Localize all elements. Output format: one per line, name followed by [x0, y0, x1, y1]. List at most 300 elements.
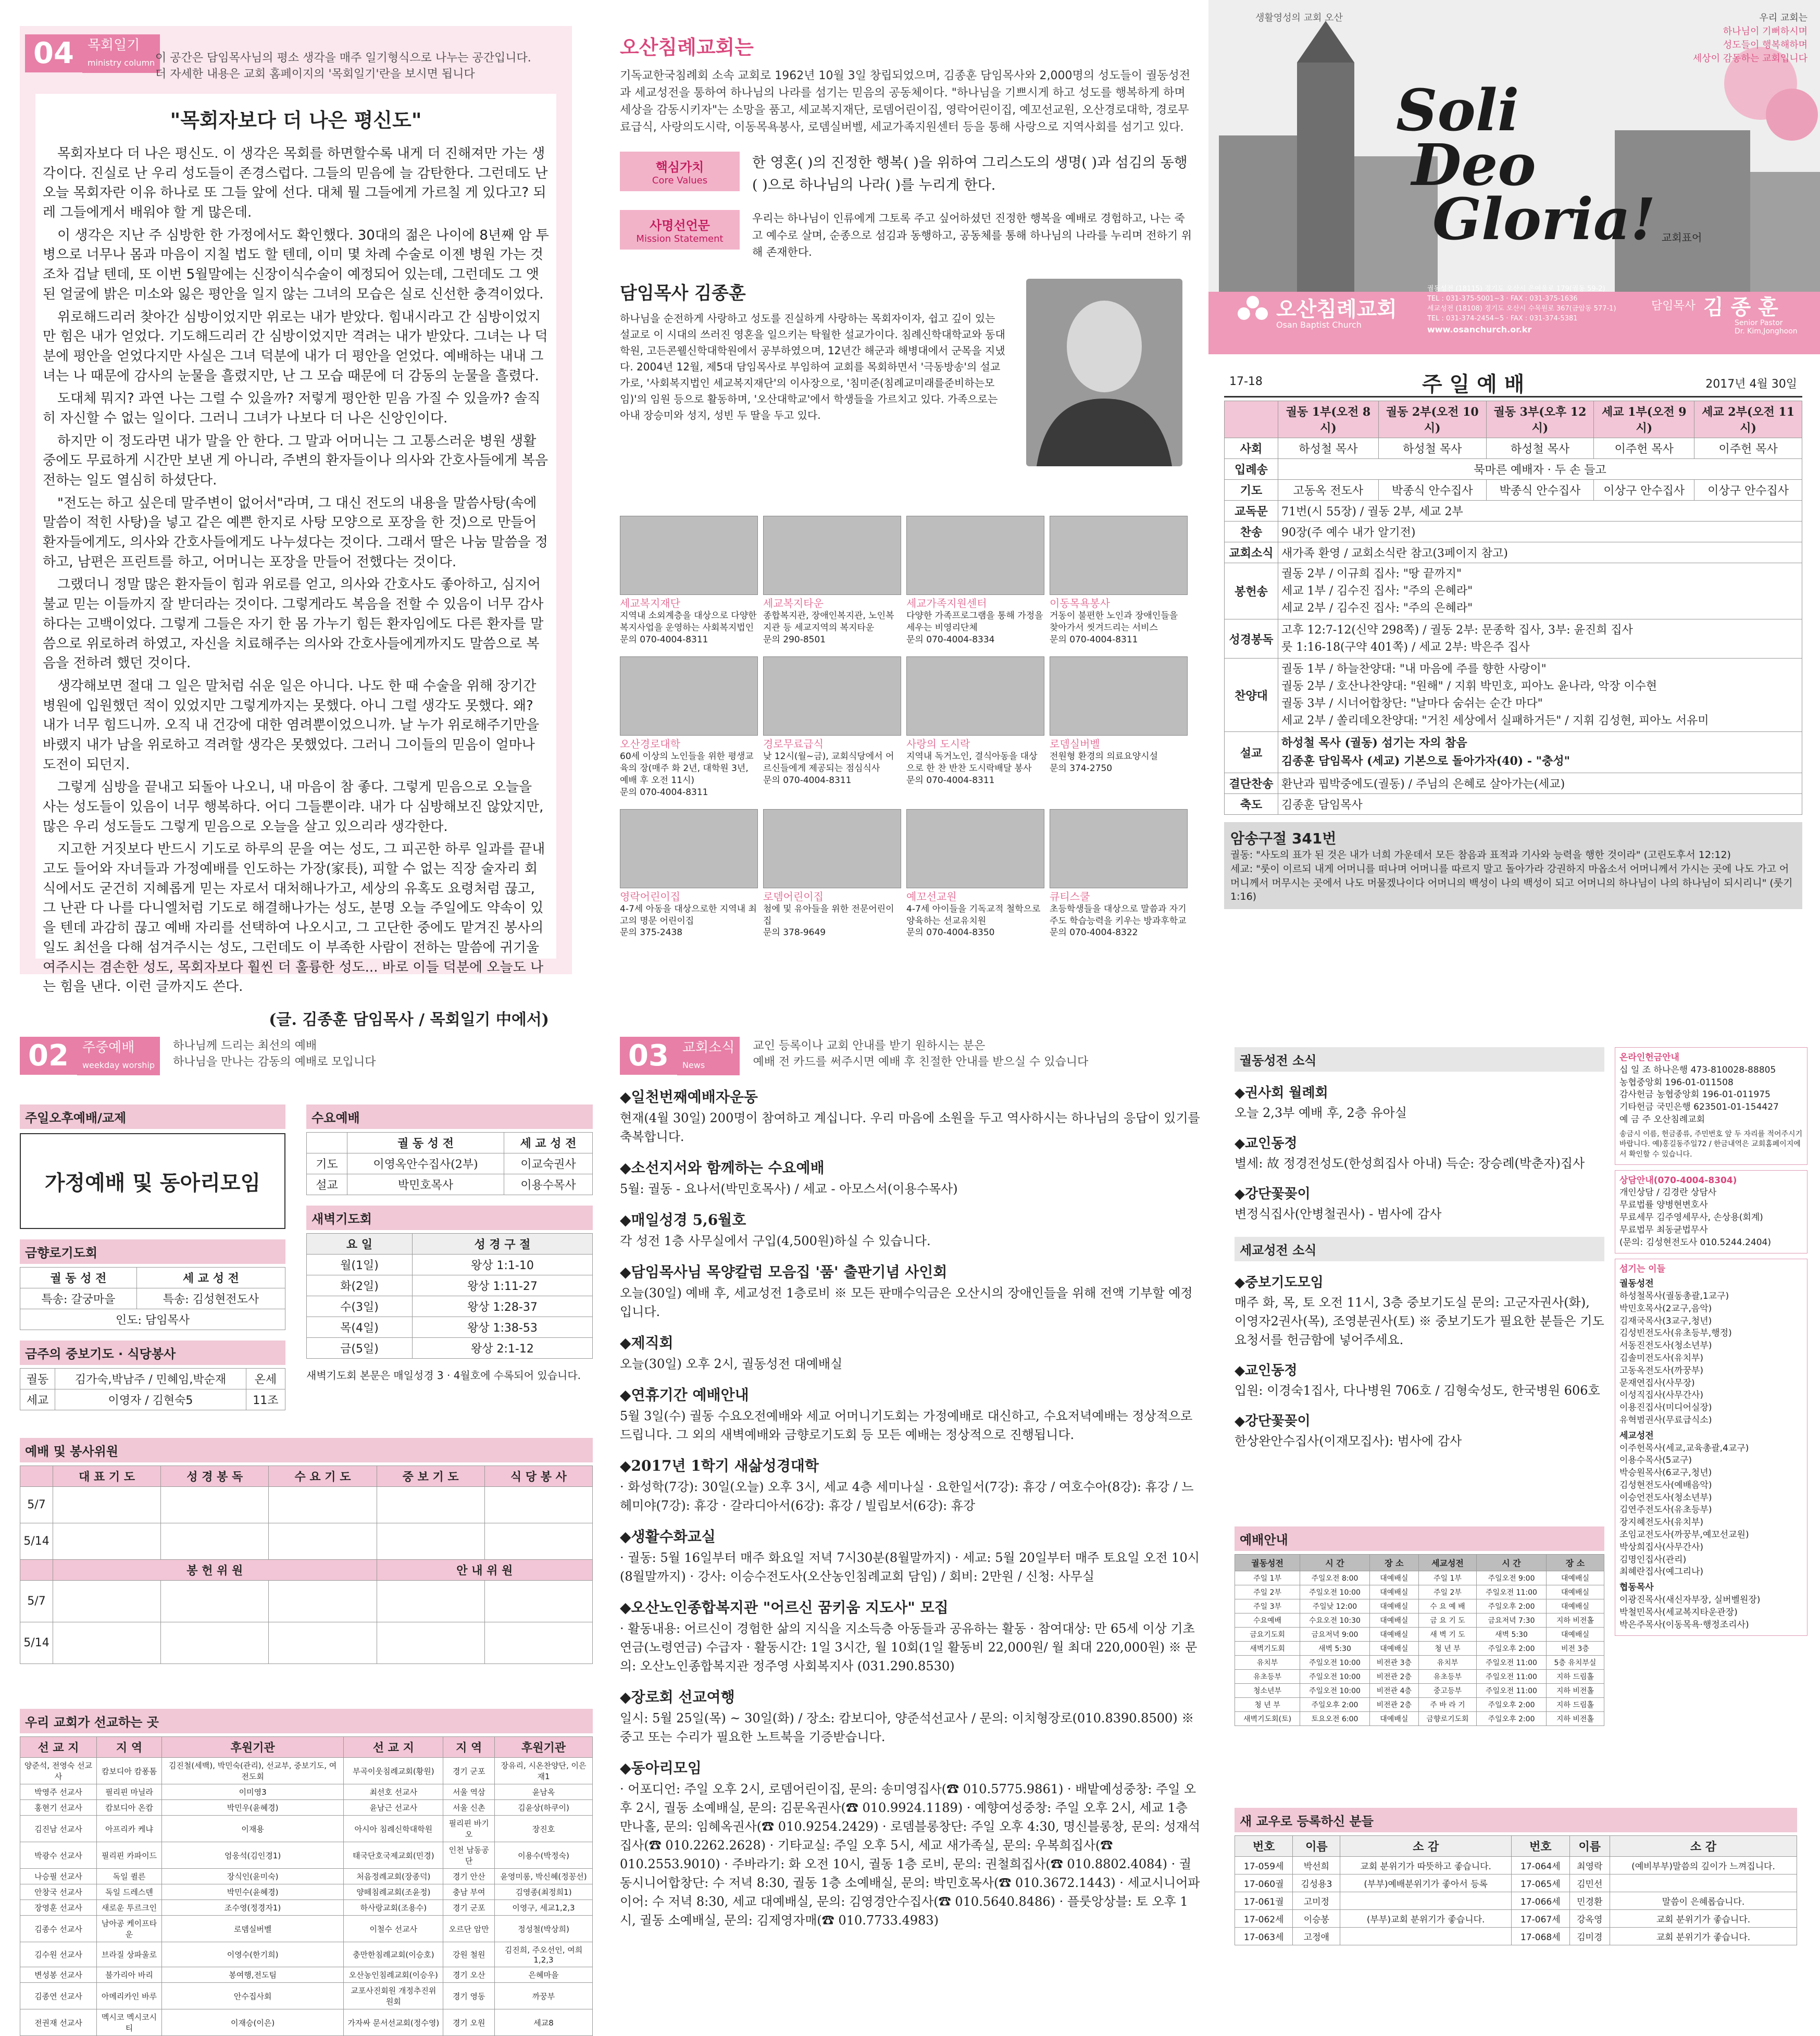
- ministry-card: [620, 809, 758, 939]
- cell: 이용수목사: [504, 1174, 592, 1195]
- cell-line: 궐동 3부 / 시너어합창단: "날마다 숨쉬는 순간 마다": [1281, 697, 1543, 710]
- cell: [1610, 1874, 1797, 1892]
- cell: 대예배실: [1369, 1613, 1418, 1628]
- col-header: 후원기관: [494, 1737, 592, 1758]
- cell: 고동옥 전도사: [1278, 480, 1379, 501]
- ministry-photo: [906, 809, 1044, 888]
- col-header: 세교 1부(오전 9시): [1594, 401, 1694, 438]
- counsel-line: 무료세무 김주영세무사, 손상용(회계): [1619, 1212, 1763, 1223]
- staff-member: 이용수목사(5교구): [1619, 1455, 1692, 1466]
- cell-line: 세교 1부 / 김수진 집사: "주의 은혜라": [1281, 585, 1473, 598]
- cell: 서울 신촌: [443, 1800, 495, 1816]
- column-body: [35, 94, 556, 1029]
- cell: 하성철 목사: [1378, 438, 1486, 459]
- page-header: [620, 1037, 1203, 1075]
- memory-title: 암송구절 341번: [1230, 830, 1337, 848]
- cell: 목(4일): [307, 1317, 413, 1338]
- cover-motto-latin: [1396, 77, 1656, 253]
- section-heading: 새 교우로 등록하신 분들: [1235, 1808, 1797, 1832]
- news-text: 한상완안수집사(이재모집사): 범사에 감사: [1235, 1434, 1462, 1448]
- page-header: [20, 1037, 593, 1075]
- bank-line: 예 금 주 오산침례교회: [1619, 1114, 1705, 1125]
- cell: 교회 분위기가 좋습니다.: [1610, 1910, 1797, 1928]
- worship-row: [1225, 773, 1802, 794]
- sunday-title: 가정예배 및 동아리모임: [20, 1133, 285, 1229]
- cell: 김종연 선교사: [20, 1983, 97, 2009]
- cell: 17-064세: [1512, 1857, 1569, 1874]
- cell: 교회 분위기가 좋습니다.: [1610, 1928, 1797, 1945]
- column-paragraph: 그렇게 심방을 끝내고 되돌아 나오니, 내 마음이 참 좋다. 그렇게 믿음으로 오늘을 사는 성도들이 있음이 너무 행복하다. 어디 그들뿐이랴. 내가 다 심방해보진 않았지만, 많은 우리 성도들도 그렇게 믿음으로 오늘을 살고 있으리라 생각한다.: [43, 779, 544, 835]
- cell: 주일오전 10:00: [1300, 1585, 1370, 1599]
- website-link[interactable]: www.osanchurch.or.kr: [1427, 325, 1532, 335]
- cell: 박선희: [1293, 1857, 1340, 1874]
- ministry-desc: 종합복지관, 장애인복지관, 노인복지관 등 세교지역의 복지타운: [763, 611, 894, 633]
- col-header: 성 경 구 절: [412, 1234, 592, 1255]
- cell: 민경환: [1569, 1892, 1610, 1910]
- newcomer-row: [1235, 1910, 1797, 1928]
- service-table: [20, 1466, 593, 1664]
- worship-row: [1225, 438, 1802, 459]
- cell: 봉여행,전도팀: [162, 1967, 344, 1983]
- ministry-desc: 전원형 환경의 의료요양시설: [1050, 751, 1158, 762]
- cell: 주일오전 10:00: [1300, 1684, 1370, 1698]
- cell: 강원 철원: [443, 1942, 495, 1967]
- friday-table: [20, 1267, 285, 1330]
- mission-row: [20, 1967, 593, 1983]
- wednesday-service: [306, 1104, 593, 1382]
- cell: 유초등부: [1418, 1670, 1476, 1684]
- cell: 주일 1부: [1418, 1571, 1476, 1585]
- section-label: 주중예배: [82, 1040, 135, 1056]
- cell: 지하 비전홀: [1546, 1712, 1604, 1726]
- ministry-card: [620, 656, 758, 799]
- cell: 변성봉 선교사: [20, 1967, 97, 1983]
- pastor-photo: [1026, 279, 1182, 466]
- section-heading: 우리 교회가 선교하는 곳: [20, 1709, 593, 1733]
- column-paragraph: "전도는 하고 싶은데 말주변이 없어서"라며, 그 대신 전도의 내용을 말씀사탕(속에 말씀이 적힌 사탕)을 넣고 같은 예쁜 한지로 사탕 모양으로 포장을 한 것)으로 만들어 환자들에게도, 의사와 간호사들에게도 나누셨다는 것이다. 그래서 딸은 나눔 말씀을 정하고, 남편은 프린트를 하고, 어머니는 포장을 만들어 전했다는 것이다.: [43, 495, 548, 570]
- cell: 김종훈 담임목사: [1278, 794, 1802, 815]
- cell: 주일오후 2:00: [1300, 1698, 1370, 1712]
- cell: 이용수(박정숙): [494, 1842, 592, 1869]
- news-text: · 화성학(7강): 30일(오늘) 오후 3시, 세교 4층 세미나실 · 요한일서(7강): 휴강 / 여호수아(8강): 휴강 / 느헤미야(7강): 휴강 · 갈라디아서(6강): 휴강 / 빌립보서(6강): 휴강: [620, 1480, 1194, 1513]
- cover-small-title: 생활영성의 교회 오산: [1255, 13, 1343, 23]
- online-offering: [1615, 1047, 1807, 1165]
- cell: 묵마른 예배자 · 두 손 들고: [1278, 459, 1802, 480]
- cell: 이상구 안수집사: [1594, 480, 1694, 501]
- cell: 충남 부여: [443, 1884, 495, 1900]
- cell: 오르단 암만: [443, 1916, 495, 1942]
- page-header: [25, 34, 160, 73]
- cell: 대예배실: [1546, 1628, 1604, 1642]
- col-header: 이름: [1569, 1836, 1610, 1857]
- news-text: 5월 3일(수) 궐동 수요오전예배와 세교 어머니기도회는 가정예배로 대신하고, 수요저녁예배는 정상적으로 드립니다. 그 외의 새벽예배와 금향로기도회 등 모든 예배는 정상적으로 진행됩니다.: [620, 1409, 1193, 1443]
- counsel-heading: 상담안내(070-4004-8304): [1619, 1175, 1737, 1186]
- cell: 말씀이 은혜롭습니다.: [1610, 1892, 1797, 1910]
- column-paragraph: 생각해보면 절대 그 일은 말처럼 쉬운 일은 아니다. 나도 한 때 수술을 위해 장기간 병원에 입원했던 적이 있었지만 그렇게까지는 못했다. 아니 그럴 생각도 못했다. 왜? 내가 너무 힘드니까. 오직 내 건강에 대한 염려뿐이었으니까. 날 누가 위로해주기만을 바랬지 내가 남을 위로하고 격려할 생각은 못했었다. 그러니 그이들의 믿음이 얼마나 도전이 되던지.: [43, 678, 540, 773]
- cell: 주일 3부: [1235, 1599, 1300, 1613]
- news-heading: ◆교인동정: [1235, 1363, 1298, 1379]
- staff-member: 문재연집사(사무장): [1619, 1377, 1695, 1388]
- news-heading: ◆일천번째예배자운동: [620, 1088, 758, 1106]
- cell: 수 요 예 배: [1418, 1599, 1476, 1613]
- cell: (부부)예배분위기가 좋아서 등록: [1340, 1874, 1512, 1892]
- cell: 이주헌 목사: [1694, 438, 1802, 459]
- issue-number: 17-18: [1229, 375, 1263, 388]
- col-header: 궐동 1부(오전 8시): [1278, 401, 1379, 438]
- staff-member: 장지혜전도사(유치부): [1619, 1517, 1704, 1528]
- newcomers: [1235, 1808, 1797, 1945]
- mission-label: 사명선언문: [650, 218, 710, 233]
- col-header: 세 교 성 전: [504, 1133, 592, 1153]
- cell: 주일 1부: [1235, 1571, 1300, 1585]
- cell: 17-060궐: [1235, 1874, 1293, 1892]
- sunday-afternoon: [20, 1104, 285, 1410]
- cell: 엄웅석(김인경1): [162, 1842, 344, 1869]
- cell: 김진희, 주오선인, 여희1,2,3: [494, 1942, 592, 1967]
- ministry-card: [763, 656, 901, 799]
- worship-header: [1224, 365, 1802, 398]
- core-values: [620, 152, 1193, 196]
- cell: 박민호목사: [347, 1174, 504, 1195]
- col-header: 대 표 기 도: [53, 1466, 161, 1487]
- column-paragraph: 그랬더니 정말 많은 환자들이 힘과 위로를 얻고, 의사와 간호사도 좋아하고, 심지어 불교 믿는 이들까지 잘 받더라는 것이다. 그렇게라도 복음을 전할 수 있음이 너무 감사하다는 고백이었다. 그렇게 그들은 자기 한 몸 가누기 힘든 환자임에도 다른 환자를 말씀으로 위로하려 하였고, 자신을 치료해주는 의사와 간호사들에게까지도 말씀으로 복음을 전하려 했던 것이다.: [43, 577, 544, 672]
- cell: 이상구 안수집사: [1694, 480, 1802, 501]
- schedule-row: [1235, 1642, 1604, 1656]
- news-text: 현재(4월 30일) 200명이 참여하고 계십니다. 우리 마음에 소원을 두고 역사하시는 하나님의 응답이 있기를 축복합니다.: [620, 1111, 1200, 1145]
- col-header: 장 소: [1546, 1555, 1604, 1571]
- cell: [1340, 1928, 1512, 1945]
- mission-row: [20, 1942, 593, 1967]
- section-label: 목회일기: [87, 38, 140, 53]
- cell: 오산농인침례교회(이승우): [344, 1967, 443, 1983]
- cell: 90장(주 예수 내가 알기전): [1278, 522, 1802, 542]
- section-heading: 궐동성전 소식: [1235, 1047, 1604, 1072]
- bank-line: 십 일 조 하나은행 473-810028-88805: [1619, 1064, 1776, 1075]
- row-label: 찬양대: [1225, 659, 1278, 732]
- cell: 금요저녁 9:00: [1300, 1628, 1370, 1642]
- mission-row: [20, 1884, 593, 1900]
- news-text: 일시: 5월 25일(목) ~ 30일(화) / 장소: 캄보디아, 양준석선교사 / 문의: 이치형장로(010.8390.8500) ※ 중고 또는 수리가 필요한 노트북을 기증받습니다.: [620, 1711, 1194, 1745]
- ministry-tel: 문의 290-8501: [763, 634, 826, 645]
- ministry-desc: 지역내 소외계층을 대상으로 다양한 복지사업을 운영하는 사회복지법인: [620, 611, 757, 633]
- cell: 왕상 1:1-10: [412, 1255, 592, 1275]
- col-header: 선 교 지: [20, 1737, 97, 1758]
- cell: 왕상 2:1-12: [412, 1338, 592, 1359]
- worship-row: [1225, 522, 1802, 542]
- cell: 태국단호국제교회(민경): [344, 1842, 443, 1869]
- section-label: 교회소식: [682, 1040, 735, 1056]
- cell: 17-059세: [1235, 1857, 1293, 1874]
- cell: 17-065세: [1512, 1874, 1569, 1892]
- cell: 온세: [246, 1369, 285, 1389]
- cell: 17-063세: [1235, 1928, 1293, 1945]
- cell: 주일오후 2:00: [1477, 1599, 1547, 1613]
- cell: 이영수(한기희): [162, 1942, 344, 1967]
- cell: 이영자 / 김현숙5: [55, 1389, 246, 1410]
- staff-heading: 섬기는 이들: [1619, 1264, 1666, 1275]
- ministry-name: 예꼬선교원: [906, 890, 957, 903]
- worship-row: [1225, 794, 1802, 815]
- cell: 윤남근 선교사: [344, 1800, 443, 1816]
- cell: 비전관 4층: [1369, 1684, 1418, 1698]
- cell: 독일 퀼른: [96, 1869, 161, 1884]
- cell: 고정애: [1293, 1928, 1340, 1945]
- cell: 주 바 라 기: [1418, 1698, 1476, 1712]
- staff-member: 박은주목사(이동목욕·행정조리사): [1619, 1619, 1749, 1630]
- section-heading: 수요예배: [306, 1104, 593, 1129]
- news-text: 변정식집사(안병철권사) - 범사에 감사: [1235, 1207, 1442, 1221]
- news-text: 오늘(30일) 예배 후, 세교성전 1층로비 ※ 모든 판매수익금은 오산시의 장애인들을 위해 전액 기부할 예정입니다.: [620, 1286, 1193, 1320]
- staff-member: 이승언전도사(청소년부): [1619, 1492, 1712, 1503]
- col-header: 세 교 성 전: [136, 1268, 285, 1288]
- staff: [1615, 1259, 1807, 1636]
- address-line: TEL : 031-375-5001~3 · FAX : 031-375-1636: [1427, 294, 1578, 303]
- cell: 수(3일): [307, 1296, 413, 1317]
- staff-member: 김명인집사(관리): [1619, 1554, 1687, 1565]
- column-paragraph: 도대체 뭐지? 과연 나는 그럴 수 있을까? 저렇게 평안한 믿음 가질 수 있을까? 솔직히 자신할 수 없는 일이다. 그러니 그녀가 나보다 더 나은 신앙인이다.: [43, 391, 541, 426]
- cell: 박광수 선교사: [20, 1842, 97, 1869]
- news-heading: ◆교인동정: [1235, 1136, 1298, 1151]
- cell: 주일 2부: [1235, 1585, 1300, 1599]
- col-header: 장 소: [1369, 1555, 1418, 1571]
- news-heading: ◆2017년 1학기 새삶성경대학: [620, 1457, 819, 1475]
- ministry-desc: 4-7세 아이들을 기독교적 철학으로 양육하는 선교유치원: [906, 903, 1041, 926]
- cover-page: [1208, 0, 1820, 354]
- cell: 캄보디아 온캄: [96, 1800, 161, 1816]
- cell: 대예배실: [1369, 1599, 1418, 1613]
- pastor-en-line: Senior Pastor: [1735, 319, 1783, 327]
- news-text: 5월: 궐동 - 요나서(박민호목사) / 세교 - 아모스서(이용수목사): [620, 1182, 958, 1197]
- header-desc-1: 이 공간은 담임목사님의 평소 생각을 매주 일기형식으로 나누는 공간입니다.: [155, 52, 531, 65]
- cell: 새 벽 기 도: [1418, 1628, 1476, 1642]
- cell: 윤남옥: [494, 1784, 592, 1800]
- cell: 박민우(윤혜경): [162, 1800, 344, 1816]
- news-heading: ◆생활수화교실: [620, 1528, 716, 1546]
- pastor-title: 담임목사 김종훈: [620, 283, 746, 304]
- schedule-row: [1235, 1599, 1604, 1613]
- cell: 71번(시 55장) / 궐동 2부, 세교 2부: [1278, 501, 1802, 522]
- cell: 이철수 선교사: [344, 1916, 443, 1942]
- cell: 유치부: [1235, 1656, 1300, 1670]
- cell-line: 세교 2부 / 쏠리데오찬양대: "거친 세상에서 실패하거든" / 지휘 김성현, 피아노 서유미: [1281, 714, 1709, 727]
- worship-row: [1225, 542, 1802, 563]
- cell: 대예배실: [1369, 1712, 1418, 1726]
- cell: 주일오전 11:00: [1477, 1585, 1547, 1599]
- cell: 서울 역삼: [443, 1784, 495, 1800]
- column-paragraph: 하지만 이 정도라면 내가 말을 안 한다. 그 말과 어머니는 그 고통스러운 병원 생활 중에도 무료하게 시간만 보낸 게 아니라, 주변의 환자들이나 의사와 간호사들에게 복음 전하는 일도 열심히 하셨단다.: [43, 433, 548, 488]
- page-number: 02: [20, 1037, 77, 1075]
- cell: 이재용: [162, 1816, 344, 1842]
- newcomer-row: [1235, 1857, 1797, 1874]
- staff-member: 박승원목사(6교구,청년): [1619, 1468, 1712, 1479]
- counsel-line: 무료법률 양병현변호사: [1619, 1200, 1708, 1211]
- col-header: 궐동 2부(오전 10시): [1378, 401, 1486, 438]
- schedule-row: [1235, 1712, 1604, 1726]
- mission-row: [20, 1983, 593, 2009]
- column-title: "목회자보다 더 나은 평신도": [170, 108, 422, 132]
- cell: 수요예배: [1235, 1613, 1300, 1628]
- cell: 지하 비전홀: [1546, 1684, 1604, 1698]
- dinner-table: [20, 1368, 285, 1410]
- row-label: 기도: [1225, 480, 1278, 501]
- newcomers-table: [1235, 1835, 1797, 1945]
- column-paragraph: 목회자보다 더 나은 평신도. 이 생각은 목회를 하면할수록 내게 더 진해져만 가는 생각이다. 진실로 난 우리 성도들이 존경스럽다. 그들의 믿음에 늘 감탄한다. 그런데도 난 오늘 목회자란 이유 하나로 또 그들 앞에 선다. 대체 뭘 그들에게 가르칠 게 있다고? 되레 그들에게서 배워야 할 게 많은데.: [43, 146, 548, 221]
- intro-body: 기독교한국침례회 소속 교회로 1962년 10월 3일 창립되었으며, 김종훈 담임목사와 2,000명의 성도들이 궐동성전과 세교성전을 통하여 하나님의 나라를 섬기는 믿음의 공동체이다. "하나님을 기쁘시게 하고 성도를 행복하게 하며 세상을 감동시키자"는 소망을 품고, 세교복지재단, 로뎀어린이집, 영락어린이집, 예꼬선교원, 오산경로대학, 경로무료급식, 사랑의도시락, 이동목욕봉사, 로뎀실버벨, 세교가족지원센터 등을 통해 사랑으로 지역사회를 섬기고 있다.: [620, 69, 1190, 134]
- ministries-grid: [620, 516, 1193, 939]
- ministry-desc: 4-7세 아동을 대상으로한 지역내 최고의 명문 어린이집: [620, 903, 757, 926]
- ministry-card: [1050, 516, 1188, 646]
- staff-member: 서동진전도사(청소년부): [1619, 1340, 1712, 1351]
- cell: 경기 군포: [443, 1758, 495, 1784]
- ministry-name: 경로무료급식: [763, 737, 824, 750]
- cell: 최영락: [1569, 1857, 1610, 1874]
- intro-title: 오산침례교회는: [620, 35, 754, 59]
- col-header: 지 역: [96, 1737, 161, 1758]
- cell: 장식인(윤미숙): [162, 1869, 344, 1884]
- church-name-en: Osan Baptist Church: [1276, 320, 1362, 330]
- dawn-table: [306, 1233, 593, 1359]
- col-header: [307, 1133, 347, 1153]
- cell: 김진남 선교사: [20, 1816, 97, 1842]
- mission-statement: [620, 210, 1193, 261]
- worship-date: 2017년 4월 30일: [1705, 378, 1797, 391]
- worship-row: [1225, 732, 1802, 773]
- col-header: 번호: [1512, 1836, 1569, 1857]
- cell: 대예배실: [1546, 1571, 1604, 1585]
- news-text: 오늘(30일) 오후 2시, 궐동성전 대예배실: [620, 1357, 843, 1372]
- schedule-row: [1235, 1670, 1604, 1684]
- ministry-name: 사랑의 도시락: [906, 737, 970, 750]
- ministry-tel: 문의 070-4004-8311: [763, 775, 852, 786]
- cell: 비전관 2층: [1369, 1670, 1418, 1684]
- memory-verse-2: 세교: "룻이 이르되 내게 어머니를 떠나며 어머니를 따르지 말고 돌아가라 강권하지 마옵소서 어머니께서 가시는 곳에 나도 가고 어머니께서 머무시는 곳에서 나도 머물겠나이다 어머니의 백성이 나의 백성이 되고 어머니의 하나님이 나의 하나님이 되시리니" (룻기 1:16): [1230, 863, 1793, 903]
- cell: 김종수 선교사: [20, 1916, 97, 1942]
- news-heading: ◆소선지서와 함께하는 수요예배: [620, 1159, 825, 1177]
- staff-member: 조임교전도사(까꿍부,예꼬선교원): [1619, 1530, 1749, 1541]
- worship-row: [1225, 659, 1802, 732]
- segyo-staff: [1619, 1443, 1803, 1579]
- cell: 처음정례교회(장종덕): [344, 1869, 443, 1884]
- header-desc-2: 예배 전 카드를 써주시면 예배 후 친절한 안내를 받으실 수 있습니다: [753, 1056, 1089, 1069]
- mission-text: 우리는 하나님이 인류에게 그토록 주고 싶어하셨던 진정한 행복을 예배로 경험하고, 나는 죽고 예수로 살며, 순종으로 섬김과 동행하고, 공동체를 통해 하나님의 나라를 누리며 전하기 위해 존재한다.: [752, 212, 1192, 259]
- section-heading: 예배안내: [1235, 1526, 1604, 1551]
- ministry-card: [1050, 809, 1188, 939]
- cell: 특송: 갈궁마을: [20, 1288, 137, 1309]
- ministry-tel: 문의 070-4004-8311: [906, 775, 995, 786]
- cell: 기도: [307, 1153, 347, 1174]
- worship-row: [1225, 563, 1802, 619]
- cell: 장진호: [494, 1816, 592, 1842]
- cell: 비전관 2층: [1369, 1698, 1418, 1712]
- section-heading: 세교성전 소식: [1235, 1237, 1604, 1261]
- worship-row: [1225, 619, 1802, 659]
- news-text: · 어포디언: 주일 오후 2시, 로뎀어린이집, 문의: 송미영집사(☎ 010.5775.9861) · 배밭예성중창: 주일 오후 2시, 궐동 소예배실, 문의: 김문옥권사(☎ 010.9924.1189) · 예향여성중창: 주일 오후 2시, 세교 1층 만나홀, 문의: 임혜옥권사(☎ 010.9254.2429) · 로뎀블롱창단: 주일 오후 4:30, 명신블롱창, 문의: 성재석집사(☎ 010.2262.2628) · 기타교실: 주일 오후 5시, 세교 새가족실, 문의: 우복희집사(☎ 010.2553.9010) · 주바라기: 화 오전 10시, 궐동 1층 로비, 문의: 권철희집사(☎ 010.8802.4084) · 궐동시니어합창단: 수 저녁 8:30, 궐동 1층 소예배실, 문의: 박민호목사(☎ 010.3672.1443) · 세교시니어파이어: 수 저녁 8:30, 세교 대예배실, 문의: 김영경안수집사(☎ 010.5640.8486) · 플룻앙상블: 토 오후 1시, 궐동 소예배실, 문의: 김제영자매(☎ 010.7733.4983): [620, 1782, 1201, 1928]
- news-text: 매주 화, 목, 토 오전 11시, 3층 중보기도실 문의: 고군자권사(화), 이영자2권사(목), 조영분권사(토) ※ 중보기도가 필요한 분들은 기도요청서를 헌금함에 넣어주세요.: [1235, 1295, 1604, 1347]
- cell: 까꿍부: [494, 1983, 592, 2009]
- news-heading: ◆담임목사님 목양칼럼 모음집 '품' 출판기념 사인회: [620, 1263, 948, 1281]
- staff-member: 이성직집사(사무간사): [1619, 1390, 1704, 1401]
- pastor-role: 담임목사: [1651, 300, 1696, 313]
- cell-line: 궐동 2부 / 이규희 집사: "땅 끝까지": [1281, 567, 1462, 580]
- motto-line: 세상이 감동하는 교회입니다: [1692, 53, 1807, 64]
- staff-member: 최혜란집사(예그리나): [1619, 1567, 1704, 1578]
- ministry-photo: [763, 656, 901, 736]
- section-heading: 새벽기도회: [306, 1206, 593, 1230]
- cell: 주일오전 11:00: [1477, 1670, 1547, 1684]
- col-header: [1225, 401, 1278, 438]
- news-heading: ◆중보기도모임: [1235, 1275, 1324, 1290]
- cell: 아시아 침례신학대학원: [344, 1816, 443, 1842]
- pastor-en-line: Dr. Kim,Jonghoon: [1735, 327, 1798, 336]
- cell: 필리핀 카파이드: [96, 1842, 161, 1869]
- cell: 주일오후 2:00: [1477, 1712, 1547, 1726]
- counseling: [1615, 1170, 1807, 1254]
- cell: 주일오전 11:00: [1477, 1684, 1547, 1698]
- header-desc-1: 하나님께 드리는 최선의 예배: [173, 1039, 317, 1052]
- cell: 새로운 투르크인: [96, 1900, 161, 1916]
- ministry-card: [620, 516, 758, 646]
- cell: 대예배실: [1369, 1628, 1418, 1642]
- missions: [20, 1709, 593, 2036]
- ministry-desc: 거동이 불편한 노인과 장애인들을 찾아가서 씻겨드리는 서비스: [1050, 611, 1178, 633]
- pastor-en: [1735, 319, 1798, 336]
- section-heading: 주일오후예배/교제: [20, 1104, 285, 1129]
- ministry-photo: [763, 809, 901, 888]
- cell: 금향로기도회: [1418, 1712, 1476, 1726]
- cell: 전권재 선교사: [20, 2009, 97, 2036]
- cell: 17-061궐: [1235, 1892, 1293, 1910]
- col-header: 후원기관: [162, 1737, 344, 1758]
- wednesday-table: [306, 1132, 593, 1195]
- mission-row: [20, 1816, 593, 1842]
- church-address: [1427, 284, 1636, 336]
- schedule-row: [1235, 1628, 1604, 1642]
- core-label: 핵심가치: [655, 160, 704, 175]
- news-text: · 활동내용: 어르신이 경험한 삶의 지식을 지소득층 아동들과 공유하는 활동 · 참여대상: 만 65세 이상 기초연금(노령연금) 수급자 · 활동시간: 1일 3시간, 월 10회(1일 활동비 22,000원/ 월 최대 220,000원) ※ 문의: 오산노인종합복지관 정주영 사회복지사 (031.290.8530): [620, 1621, 1198, 1674]
- staff-member: 김솔미전도사(유치부): [1619, 1352, 1704, 1363]
- staff-group-heading: 세교성전: [1619, 1430, 1654, 1441]
- newcomer-row: [1235, 1928, 1797, 1945]
- col-header: 시 간: [1477, 1555, 1547, 1571]
- news-heading: ◆오산노인종합복지관 "어르신 꿈키움 지도사" 모집: [620, 1599, 949, 1617]
- cell: 안수집사회: [162, 1983, 344, 2009]
- cell: 주일오전 11:00: [1477, 1656, 1547, 1670]
- cell: 박종식 안수집사: [1486, 480, 1594, 501]
- bank-line: 농협중앙회 196-01-011508: [1619, 1077, 1734, 1088]
- cell: 장영훈 선교사: [20, 1900, 97, 1916]
- cell: 이재승(이은): [162, 2009, 344, 2036]
- section-heading: 예배 및 봉사위원: [20, 1438, 593, 1462]
- row-label: 찬송: [1225, 522, 1278, 542]
- news-heading: ◆제직회: [620, 1334, 674, 1352]
- col-header: 궐 동 성 전: [347, 1133, 504, 1153]
- cell: 청 년 부: [1418, 1642, 1476, 1656]
- schedule-row: [1235, 1656, 1604, 1670]
- col-header: 세교성전: [1418, 1555, 1476, 1571]
- cell: 유초등부: [1235, 1670, 1300, 1684]
- staff-member: 고동옥전도사(까꿍부): [1619, 1365, 1704, 1376]
- column-paragraph: 위로해드리러 찾아간 심방이었지만 위로는 내가 받았다. 힘내시라고 간 심방이었지만 힘은 내가 얻었다. 기도해드리러 간 심방이었지만 격려는 내가 받았다. 그녀는 나 덕분에 평안을 얻었다지만 사실은 그녀 덕분에 내가 더 평안을 얻었다. 예배하는 내내 그녀는 나 때문에 감사의 눈물을 흘렸지만, 난 그 모습 때문에 더 감동의 눈물을 흘렸다.: [43, 309, 548, 384]
- mission-row: [20, 1869, 593, 1884]
- cell: 김민선: [1569, 1874, 1610, 1892]
- cell: 비전 3층: [1546, 1642, 1604, 1656]
- weekday-worship-page: [20, 1037, 593, 2033]
- section-heading: 금주의 중보기도 · 식당봉사: [20, 1340, 285, 1365]
- staff-member: 유혁범권사(무료급식소): [1619, 1414, 1712, 1425]
- core-text: 한 영혼( )의 진정한 행복( )을 위하여 그리스도의 생명( )과 섬김의 동행( )으로 하나님의 나라( )를 누리게 한다.: [752, 155, 1188, 194]
- pastor-section: [620, 279, 1193, 477]
- mission-row: [20, 1916, 593, 1942]
